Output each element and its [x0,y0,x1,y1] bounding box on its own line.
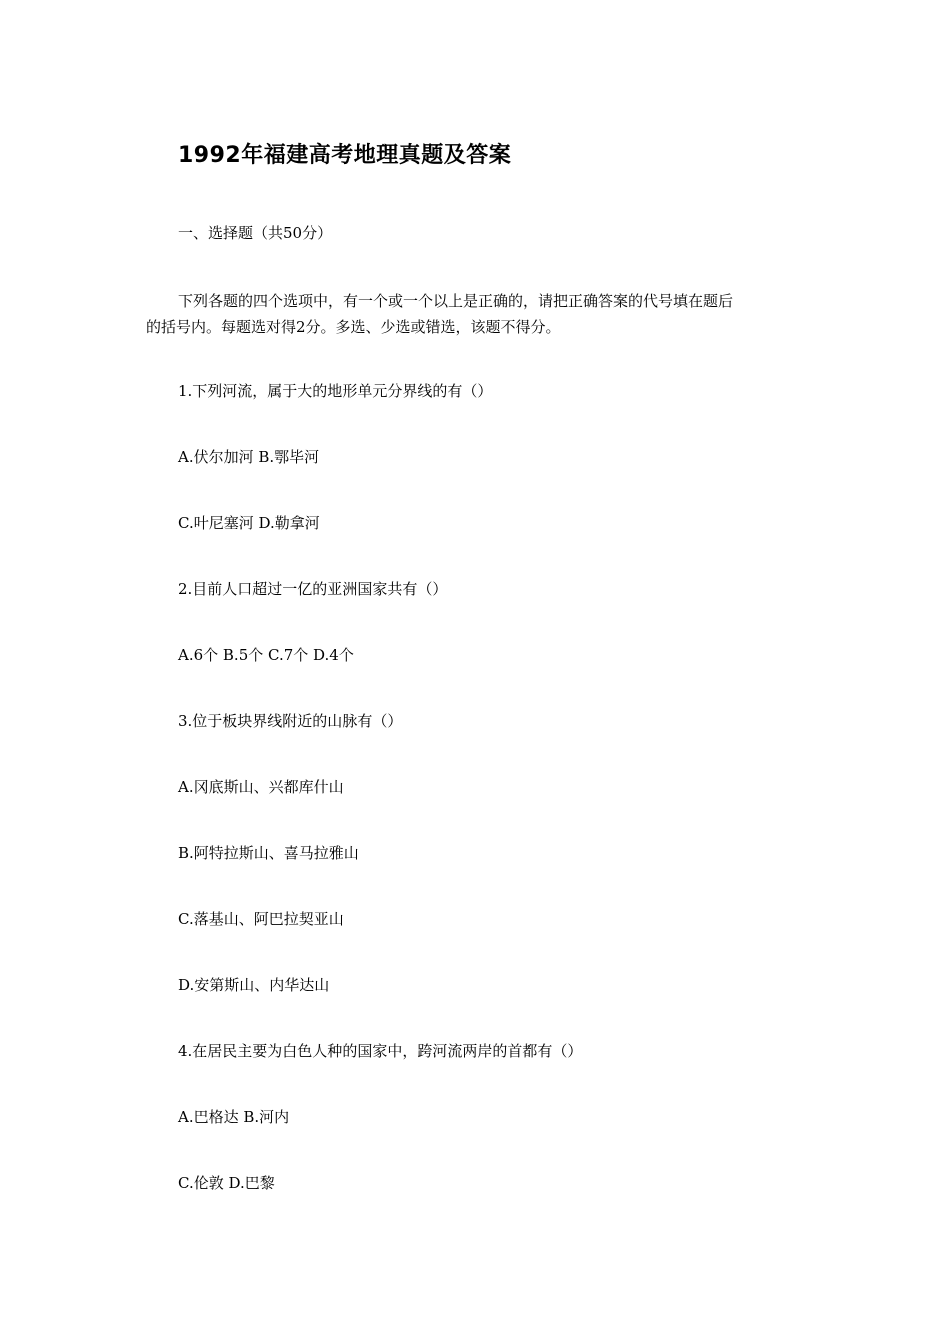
question-1-option-line-1: A.伏尔加河 B.鄂毕河 [178,448,320,466]
question-2-option-line-1: A.6个 B.5个 C.7个 D.4个 [178,646,354,664]
question-3-option-c: C.落基山、阿巴拉契亚山 [178,910,344,928]
question-1-stem: 1.下列河流，属于大的地形单元分界线的有（） [178,382,493,400]
instructions-line-2: 的括号内。每题选对得2分。多选、少选或错选，该题不得分。 [146,318,561,336]
document-title: 1992年福建高考地理真题及答案 [178,143,512,168]
section-heading: 一、选择题（共50分） [178,224,333,242]
instructions-line-1: 下列各题的四个选项中，有一个或一个以上是正确的，请把正确答案的代号填在题后 [178,292,734,310]
question-4-option-line-1: A.巴格达 B.河内 [178,1108,290,1126]
question-4-stem: 4.在居民主要为白色人种的国家中，跨河流两岸的首都有（） [178,1042,583,1060]
question-2-stem: 2.目前人口超过一亿的亚洲国家共有（） [178,580,448,598]
question-3-option-a: A.冈底斯山、兴都库什山 [178,778,344,796]
question-4-option-line-2: C.伦敦 D.巴黎 [178,1174,275,1192]
question-3-stem: 3.位于板块界线附近的山脉有（） [178,712,403,730]
question-3-option-b: B.阿特拉斯山、喜马拉雅山 [178,844,359,862]
question-1-option-line-2: C.叶尼塞河 D.勒拿河 [178,514,320,532]
instructions-paragraph [146,288,806,340]
question-3-option-d: D.安第斯山、内华达山 [178,976,330,994]
